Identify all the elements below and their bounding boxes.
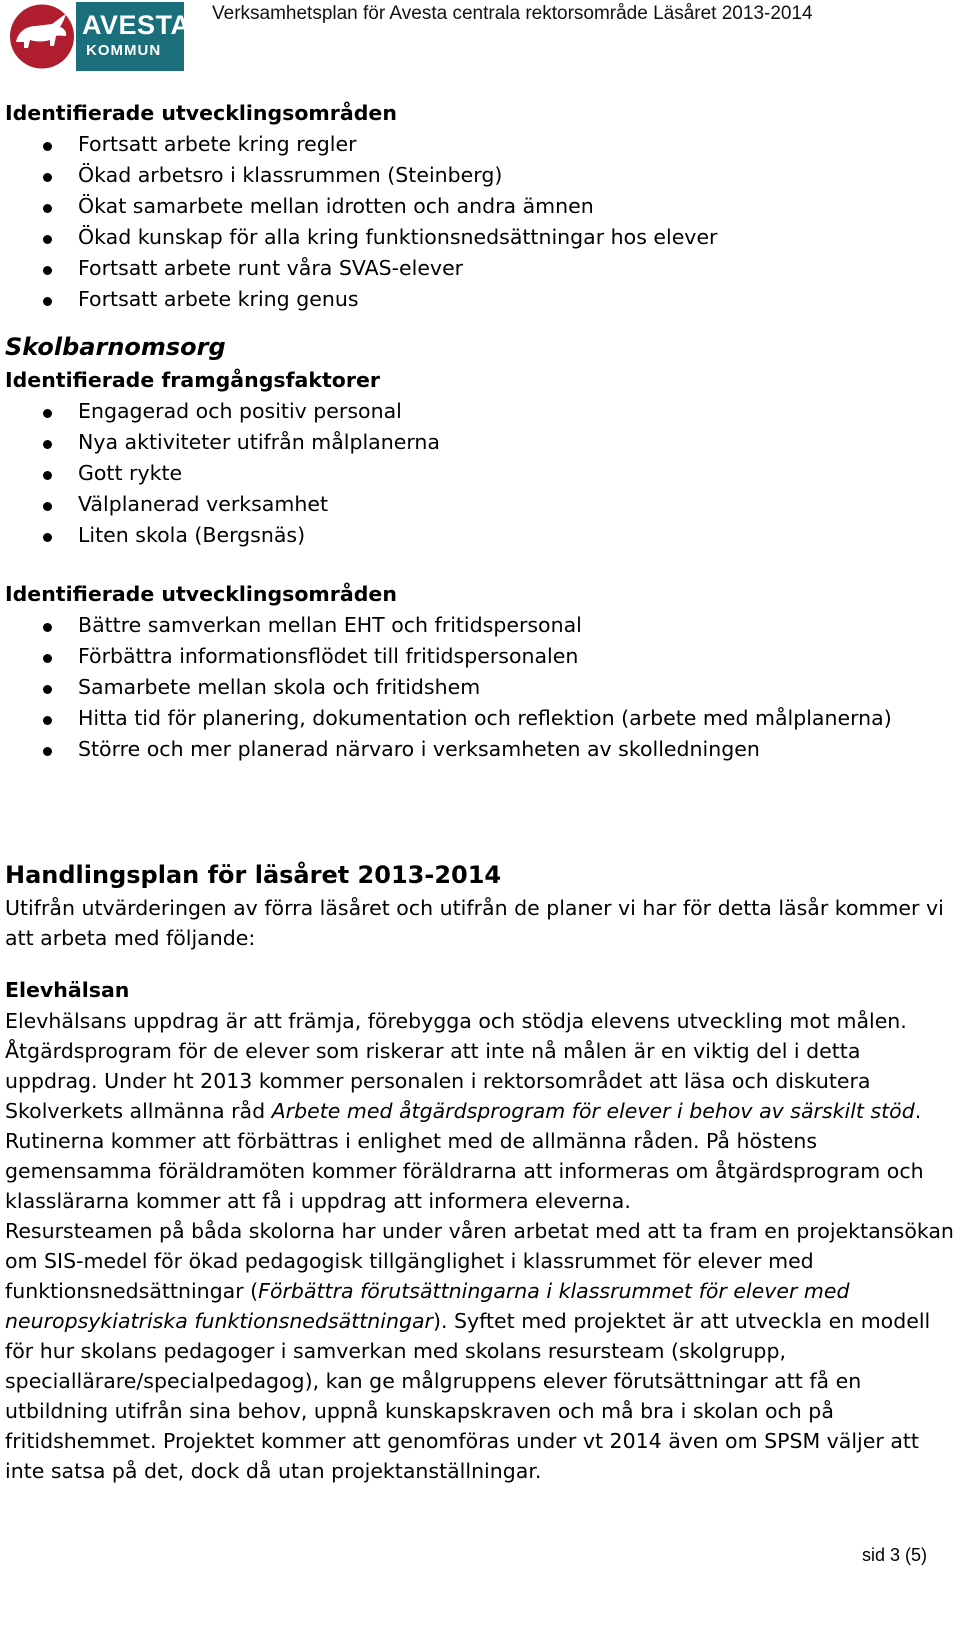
section-heading-dev-areas-2: Identifierade utvecklingsområden xyxy=(5,582,397,606)
avesta-kommun-logo xyxy=(4,2,191,71)
elevhalsan-paragraph: Elevhälsans uppdrag är att främja, förebygga och stödja elevens utveckling mot målen. Åtgärdsprogram för de elever som riskerar att inte nå målen är en viktig del i detta uppdrag. Under ht 2013 kommer personalen i rektorsområdet att läsa och diskutera Skolverkets allmänna råd Arbete med åtgärdsprogram för elever i behov av särskilt stöd. Rutinerna kommer att förbättras i enlighet med de allmänna råden. På höstens gemensamma föräldramöten kommer föräldrarna att informeras om åtgärdsprogram och klasslärarna kommer att få i uppdrag att informera eleverna. xyxy=(5,1009,924,1213)
section-title-handlingsplan: Handlingsplan för läsåret 2013-2014 xyxy=(5,861,502,889)
list-item: Gott rykte xyxy=(5,458,955,489)
list-item: Samarbete mellan skola och fritidshem xyxy=(5,672,955,703)
list-item: Engagerad och positiv personal xyxy=(5,396,955,427)
list-item: Större och mer planerad närvaro i verksamheten av skolledningen xyxy=(5,734,955,765)
list-item: Fortsatt arbete kring genus xyxy=(5,284,955,315)
italic-title: Arbete med åtgärdsprogram för elever i behov av särskilt stöd xyxy=(271,1099,915,1123)
list-item: Liten skola (Bergsnäs) xyxy=(5,520,955,551)
section-heading-dev-areas: Identifierade utvecklingsområden xyxy=(5,101,397,125)
page-number: sid 3 (5) xyxy=(861,1545,927,1565)
list-item: Fortsatt arbete runt våra SVAS-elever xyxy=(5,253,955,284)
list-item: Välplanerad verksamhet xyxy=(5,489,955,520)
list-item: Ökad arbetsro i klassrummen (Steinberg) xyxy=(5,160,955,191)
dev-areas-list xyxy=(5,129,955,315)
dev-areas-list-2 xyxy=(5,610,955,765)
document-body xyxy=(5,98,955,1486)
bull-emblem-icon xyxy=(4,2,80,71)
plan-intro: Utifrån utvärderingen av förra läsåret och utifrån de planer vi har för detta läsår kommer vi att arbeta med följande: xyxy=(5,896,944,950)
list-item: Bättre samverkan mellan EHT och fritidspersonal xyxy=(5,610,955,641)
italic-title: Förbättra förutsättningarna i klassrummet för elever med neuropsykiatriska funktionsnedsättningar xyxy=(5,1279,850,1333)
list-item: Hitta tid för planering, dokumentation och reflektion (arbete med målplanerna) xyxy=(5,703,955,734)
logo-line2: KOMMUN xyxy=(86,42,162,59)
list-item: Nya aktiviteter utifrån målplanerna xyxy=(5,427,955,458)
page-title: Verksamhetsplan för Avesta centrala rektorsområde Läsåret 2013-2014 xyxy=(212,3,813,24)
list-item: Ökat samarbete mellan idrotten och andra ämnen xyxy=(5,191,955,222)
list-item: Fortsatt arbete kring regler xyxy=(5,129,955,160)
logo-line1: AVESTA xyxy=(82,10,191,40)
resursteam-paragraph: Resursteamen på båda skolorna har under våren arbetat med att ta fram en projektansökan om SIS-medel för ökad pedagogisk tillgänglighet i klassrummet för elever med funktionsnedsättningar (Förbättra förutsättningarna i klassrummet för elever med neuropsykiatriska funktionsnedsättningar). Syftet med projektet är att utveckla en modell för hur skolans pedagoger i samverkan med skolans resursteam (skolgrupp, speciallärare/specialpedagog), kan ge målgruppens elever förutsättningar att få en utbildning utifrån sina behov, uppnå kunskapskraven och må bra i skolan och på fritidshemmet. Projektet kommer att genomföras under vt 2014 även om SPSM väljer att inte satsa på det, dock då utan projektanställningar. xyxy=(5,1219,954,1483)
section-title-skolbarnomsorg: Skolbarnomsorg xyxy=(5,333,226,361)
section-heading-success-factors: Identifierade framgångsfaktorer xyxy=(5,368,380,392)
list-item: Förbättra informationsflödet till fritidspersonalen xyxy=(5,641,955,672)
success-factors-list xyxy=(5,396,955,551)
section-heading-elevhalsan: Elevhälsan xyxy=(5,978,130,1002)
list-item: Ökad kunskap för alla kring funktionsnedsättningar hos elever xyxy=(5,222,955,253)
